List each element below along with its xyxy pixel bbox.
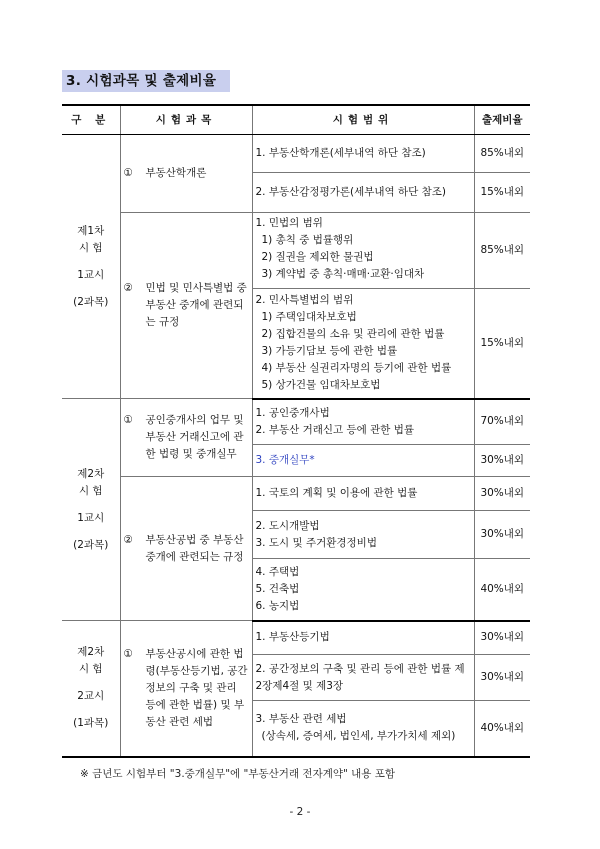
category-cell	[62, 135, 120, 399]
subject-cell	[120, 621, 252, 757]
category-period: 1교시	[77, 268, 105, 281]
table-header-row	[62, 105, 530, 135]
category-period: 2교시	[77, 690, 105, 703]
highlighted-range: 3. 중개실무*	[255, 454, 315, 466]
rate-cell: 40%내외	[474, 559, 530, 621]
category-count: (2과목)	[73, 295, 109, 308]
rate-cell: 15%내외	[474, 289, 530, 399]
range-cell	[252, 445, 474, 477]
subject-cell	[120, 213, 252, 399]
subject-number: ①	[123, 647, 133, 660]
rate-cell: 30%내외	[474, 655, 530, 701]
rate-cell: 30%내외	[474, 477, 530, 511]
subject-cell	[120, 477, 252, 621]
category-cell	[62, 621, 120, 757]
category-cell	[62, 399, 120, 621]
rate-cell: 30%내외	[474, 621, 530, 655]
table-row	[62, 621, 530, 655]
category-exam: 시 험	[78, 241, 103, 254]
header-category: 구 분	[62, 105, 120, 135]
range-cell: 2. 부동산감정평가론(세부내역 하단 참조)	[252, 173, 474, 213]
range-cell: 1. 부동산등기법	[252, 621, 474, 655]
table-row	[62, 477, 530, 511]
footnote: ※ 금년도 시험부터 "3.중개실무"에 "부동산거래 전자계약" 내용 포함	[80, 768, 396, 780]
range-cell: 3. 부동산 관련 세법 (상속세, 증여세, 법인세, 부가가치세 제외)	[252, 701, 474, 757]
category-exam: 시 험	[78, 484, 103, 497]
table-row	[62, 213, 530, 289]
subject-number: ②	[123, 533, 133, 546]
range-cell: 2. 민사특별법의 범위 1) 주택임대차보호법 2) 집합건물의 소유 및 관리에 관한 법률 3) 가등기담보 등에 관한 법률 4) 부동산 실권리자명의 등기에 관한 법률 5) 상가건물 임대차보호법	[252, 289, 474, 399]
rate-cell: 40%내외	[474, 701, 530, 757]
subject-text: 부동산공시에 관한 법령(부동산등기법, 공간정보의 구축 및 관리 등에 관한 법률) 및 부동산 관련 세법	[145, 647, 248, 728]
subject-number: ①	[123, 414, 133, 426]
category-exam: 제1차	[77, 224, 105, 237]
category-exam: 제2차	[77, 646, 105, 659]
range-cell: 1. 부동산학개론(세부내역 하단 참조)	[252, 135, 474, 173]
rate-cell: 85%내외	[474, 135, 530, 173]
exam-subjects-table	[62, 104, 530, 758]
range-cell: 1. 국토의 계획 및 이용에 관한 법률	[252, 477, 474, 511]
subject-text: 공인중개사의 업무 및 부동산 거래신고에 관한 법령 및 중개실무	[145, 414, 244, 460]
table-row	[62, 135, 530, 173]
subject-cell	[120, 135, 252, 213]
rate-cell: 85%내외	[474, 213, 530, 289]
range-cell: 2. 공간정보의 구축 및 관리 등에 관한 법률 제2장제4절 및 제3장	[252, 655, 474, 701]
range-cell: 1. 민법의 범위 1) 총칙 중 법률행위 2) 질권을 제외한 물권법 3) 계약법 중 총칙·매매·교환·임대차	[252, 213, 474, 289]
rate-cell: 70%내외	[474, 399, 530, 445]
range-cell: 2. 도시개발법 3. 도시 및 주거환경정비법	[252, 511, 474, 559]
rate-cell: 30%내외	[474, 511, 530, 559]
rate-cell: 30%내외	[474, 445, 530, 477]
section-title: 3. 시험과목 및 출제비율	[62, 70, 230, 92]
rate-cell: 15%내외	[474, 173, 530, 213]
subject-number: ②	[123, 282, 133, 294]
header-range: 시험범위	[252, 105, 474, 135]
subject-text: 부동산공법 중 부동산 중개에 관련되는 규정	[145, 533, 244, 563]
category-count: (1과목)	[73, 717, 109, 730]
range-cell: 4. 주택법 5. 건축법 6. 농지법	[252, 559, 474, 621]
header-rate: 출제비율	[474, 105, 530, 135]
category-count: (2과목)	[73, 538, 109, 551]
header-subject: 시험과목	[120, 105, 252, 135]
category-exam: 시 험	[78, 663, 103, 676]
subject-text: 부동산학개론	[145, 167, 207, 179]
table-row	[62, 399, 530, 445]
category-period: 1교시	[77, 511, 105, 524]
category-exam: 제2차	[77, 467, 105, 480]
subject-text: 민법 및 민사특별법 중 부동산 중개에 관련되는 규정	[145, 282, 247, 328]
subject-cell	[120, 399, 252, 477]
subject-number: ①	[123, 167, 133, 179]
range-cell: 1. 공인중개사법 2. 부동산 거래신고 등에 관한 법률	[252, 399, 474, 445]
page-number: - 2 -	[289, 806, 311, 818]
